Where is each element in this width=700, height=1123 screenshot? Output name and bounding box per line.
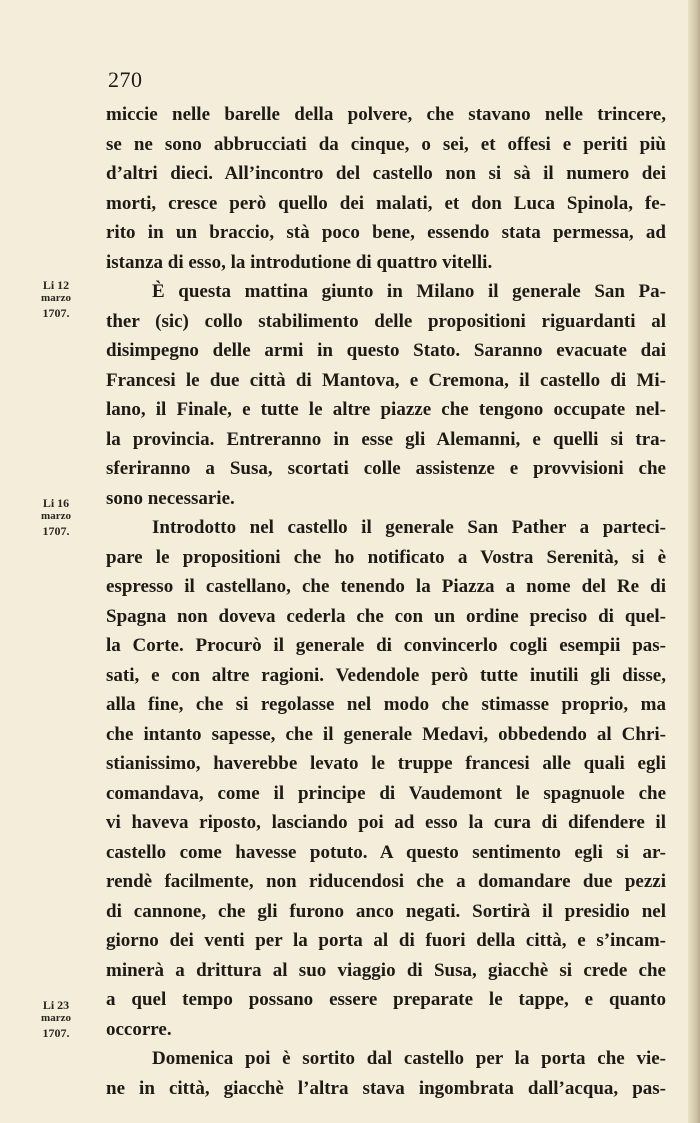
text-line: castello come havesse potuto. A questo sentimento egli si ar-: [106, 841, 666, 863]
text-line: miccie nelle barelle della polvere, che stavano nelle trincere,: [106, 104, 666, 125]
margin-note-date: [28, 278, 84, 320]
text-line: alla fine, che si regolasse nel modo che stimasse proprio, ma: [106, 694, 666, 715]
margin-note-year: 1707.: [42, 524, 70, 538]
text-line: vi haveva riposto, lasciando poi ad esso la cura di difendere il: [106, 812, 666, 833]
text-line: che intanto sapesse, che il generale Medavi, obbedendo al Chri-: [106, 723, 666, 745]
text-line: rito in un braccio, stà poco bene, essendo stata permessa, ad: [106, 222, 666, 243]
margin-note-day: Li 12: [42, 278, 70, 292]
margin-note-day: Li 16: [42, 496, 70, 510]
page-number: 270: [108, 67, 143, 92]
margin-note-month: marzo: [41, 292, 71, 304]
page-edge-shadow: [688, 0, 700, 1123]
text-line: minerà a drittura al suo viaggio di Susa, giacchè si crede che: [106, 959, 666, 981]
text-line: Spagna non doveva cederla che con un ordine preciso di quel-: [106, 605, 666, 627]
margin-note-month: marzo: [41, 510, 71, 522]
text-line: occorre.: [106, 1018, 172, 1040]
body-text: [106, 100, 666, 1103]
margin-note-day: Li 23: [42, 998, 70, 1012]
text-line: sferiranno a Susa, scortati colle assistenze e provvisioni che: [106, 458, 666, 479]
text-line: espresso il castellano, che tenendo la Piazza a nome del Re di: [106, 576, 666, 597]
text-line: Domenica poi è sortito dal castello per la porta che vie-: [152, 1048, 666, 1069]
text-line: comandava, come il principe di Vaudemont le spagnuole che: [106, 782, 666, 804]
text-line: se ne sono abbrucciati da cinque, o sei, et offesi e periti più: [106, 133, 666, 155]
text-line: istanza di esso, la introdutione di quattro vitelli.: [106, 251, 493, 273]
text-line: ne in città, giacchè l’altra stava ingombrata dall’acqua, pas-: [106, 1077, 666, 1099]
text-line: di cannone, che gli furono anco negati. Sortirà il presidio nel: [106, 900, 666, 922]
text-line: morti, cresce però quello dei malati, et don Luca Spinola, fe-: [106, 192, 666, 214]
text-line: sono necessarie.: [106, 487, 235, 509]
text-line: la Corte. Procurò il generale di convincerlo cogli esempii pas-: [106, 635, 666, 656]
text-line: pare le propositioni che ho notificato a Vostra Serenità, si è: [106, 546, 666, 568]
text-line: stianissimo, haverebbe levato le truppe francesi alle quali egli: [106, 753, 666, 774]
text-line: Francesi le due città di Mantova, e Cremona, il castello di Mi-: [106, 369, 666, 391]
margin-note-year: 1707.: [42, 306, 70, 320]
text-line: sati, e con altre ragioni. Vedendole però tutte inutili gli disse,: [106, 664, 666, 686]
margin-note-year: 1707.: [42, 1026, 70, 1040]
text-line: È questa mattina giunto in Milano il generale San Pa-: [152, 281, 666, 302]
text-line: Introdotto nel castello il generale San Pather a parteci-: [152, 517, 666, 538]
text-line: lano, il Finale, e tutte le altre piazze che tengono occupate nel-: [106, 399, 666, 420]
text-line: giorno dei venti per la porta al di fuori della città, e s’incam-: [106, 930, 666, 951]
margin-note-date: [28, 998, 84, 1040]
text-line: disimpegno delle armi in questo Stato. Saranno evacuate dai: [106, 340, 666, 361]
text-line: la provincia. Entreranno in esse gli Alemanni, e quelli si tra-: [106, 428, 666, 450]
margin-note-date: [28, 496, 84, 538]
text-line: rendè facilmente, non riducendosi che a domandare due pezzi: [106, 871, 666, 892]
text-line: a quel tempo possano essere preparate le tappe, e quanto: [106, 989, 666, 1010]
text-line: ther (sic) collo stabilimento delle propositioni riguardanti al: [106, 310, 666, 332]
margin-note-month: marzo: [41, 1012, 71, 1024]
text-line: d’altri dieci. All’incontro del castello non si sà il numero dei: [106, 163, 666, 184]
